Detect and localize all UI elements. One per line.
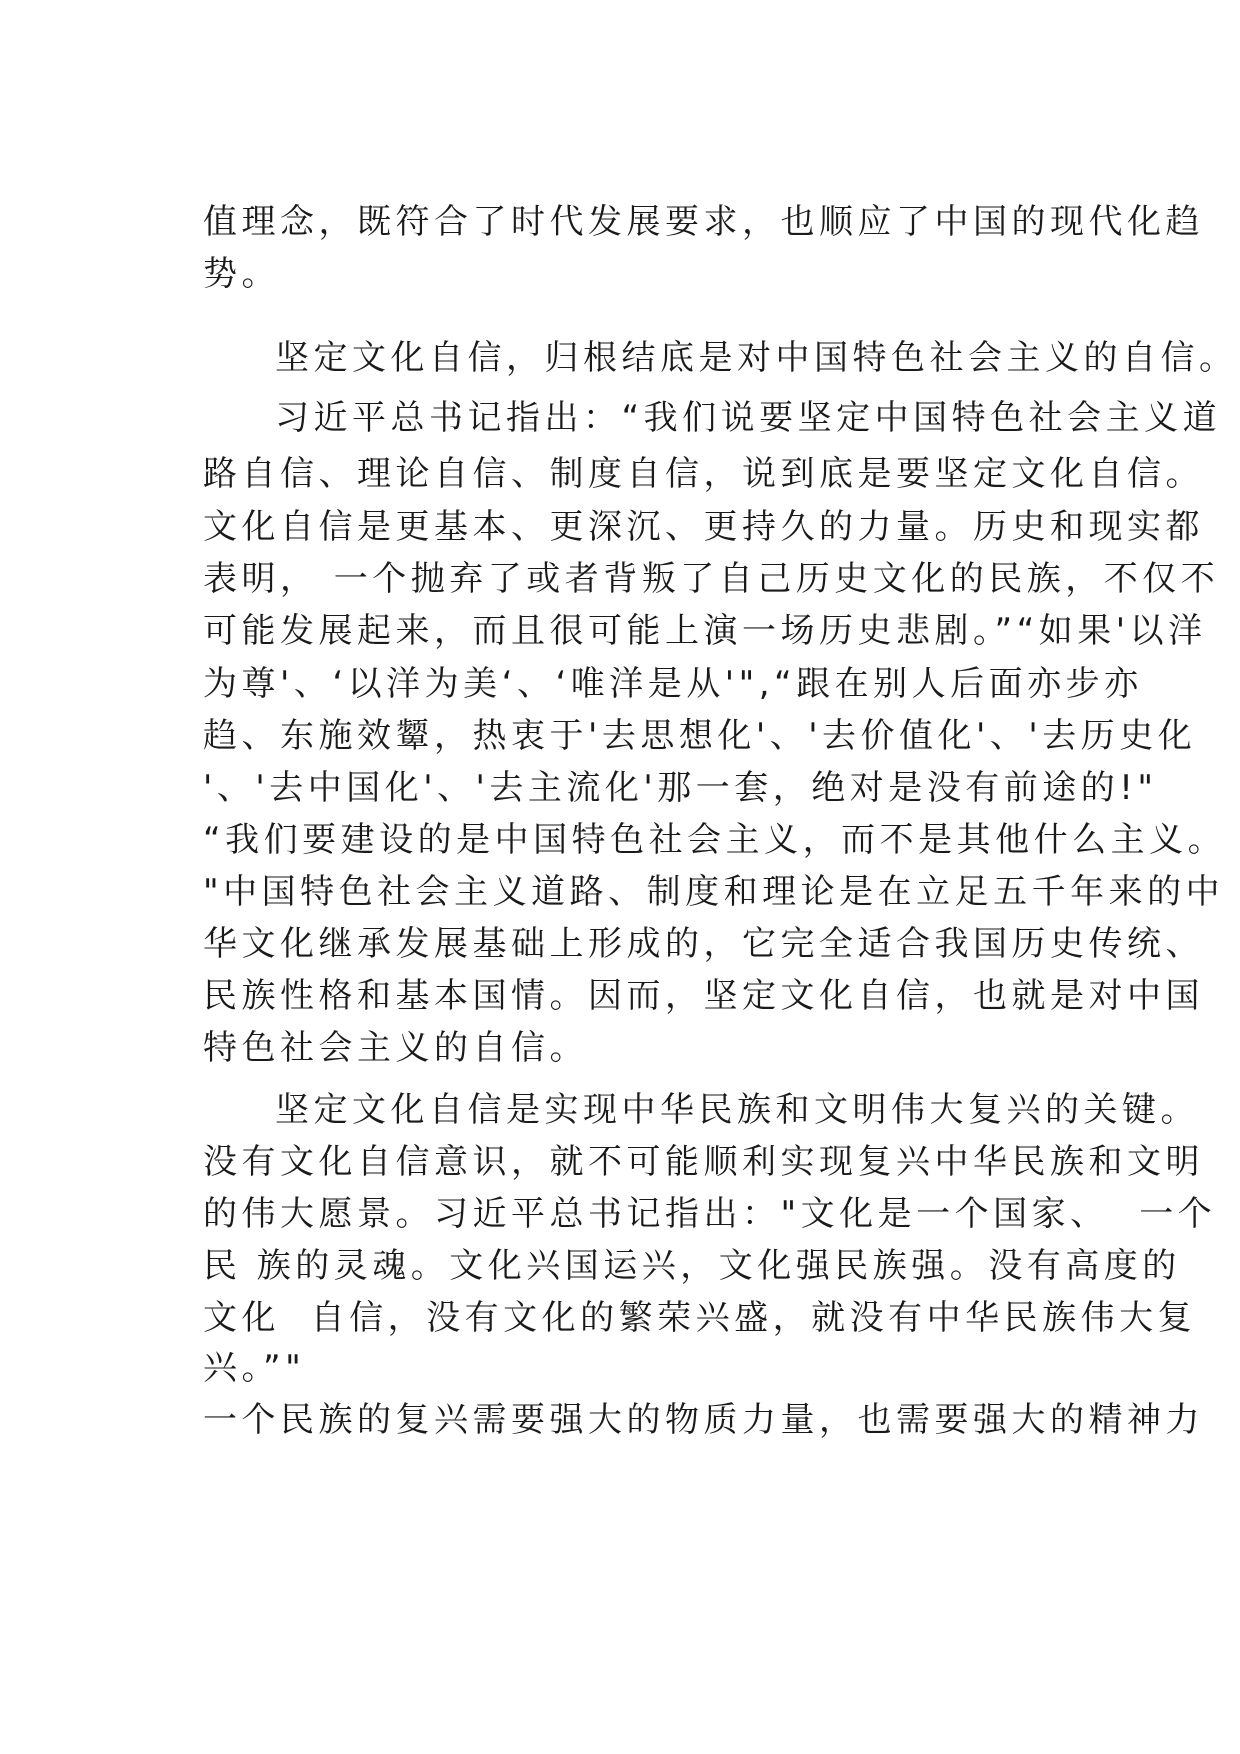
paragraph-first-line: 习近平总书记指出：“我们说要坚定中国特色社会主义道: [275, 398, 1222, 438]
text-line: '、'去中国化'、'去主流化'那一套，绝对是没有前途的!": [203, 768, 1158, 808]
paragraph-first-line: 坚定文化自信是实现中华民族和文明伟大复兴的关键。: [275, 1090, 1199, 1130]
text-line: 可能发展起来，而且很可能上演一场历史悲剧。”“如果'以洋: [203, 611, 1207, 651]
text-line: 民族性格和基本国情。因而，坚定文化自信，也就是对中国: [203, 976, 1204, 1016]
text-line: 文化 自信，没有文化的繁荣兴盛，就没有中华民族伟大复: [203, 1298, 1197, 1338]
text-line: 趋、东施效颦，热衷于'去思想化'、'去价值化'、'去历史化: [203, 716, 1197, 756]
text-line: 没有文化自信意识，就不可能顺利实现复兴中华民族和文明: [203, 1142, 1204, 1182]
paragraph-first-line: 坚定文化自信，归根结底是对中国特色社会主义的自信。: [275, 338, 1238, 378]
text-line: 的伟大愿景。习近平总书记指出："文化是一个国家、 一个: [203, 1194, 1217, 1234]
text-line: 一个民族的复兴需要强大的物质力量，也需要强大的精神力: [203, 1400, 1204, 1440]
text-line: 值理念，既符合了时代发展要求，也顺应了中国的现代化趋: [203, 202, 1204, 242]
text-line: 兴。”": [203, 1348, 306, 1388]
text-line: “我们要建设的是中国特色社会主义，而不是其他什么主义。: [203, 820, 1227, 860]
text-line: 路自信、理论自信、制度自信，说到底是要坚定文化自信。: [203, 454, 1204, 494]
text-line: "中国特色社会主义道路、制度和理论是在立足五千年来的中: [203, 872, 1225, 912]
text-line: 势。: [203, 254, 280, 294]
text-line: 华文化继承发展基础上形成的，它完全适合我国历史传统、: [203, 924, 1204, 964]
text-line: 民 族的灵魂。文化兴国运兴，文化强民族强。没有高度的: [203, 1246, 1181, 1286]
text-line: 文化自信是更基本、更深沉、更持久的力量。历史和现实都: [203, 507, 1204, 547]
text-line: 特色社会主义的自信。: [203, 1028, 588, 1068]
text-line: 表明， 一个抛弃了或者背叛了自己历史文化的民族，不仅不: [203, 559, 1220, 599]
text-line: 为尊'、‘以洋为美‘、‘唯洋是从'",“跟在别人后面亦步亦: [203, 664, 1143, 704]
